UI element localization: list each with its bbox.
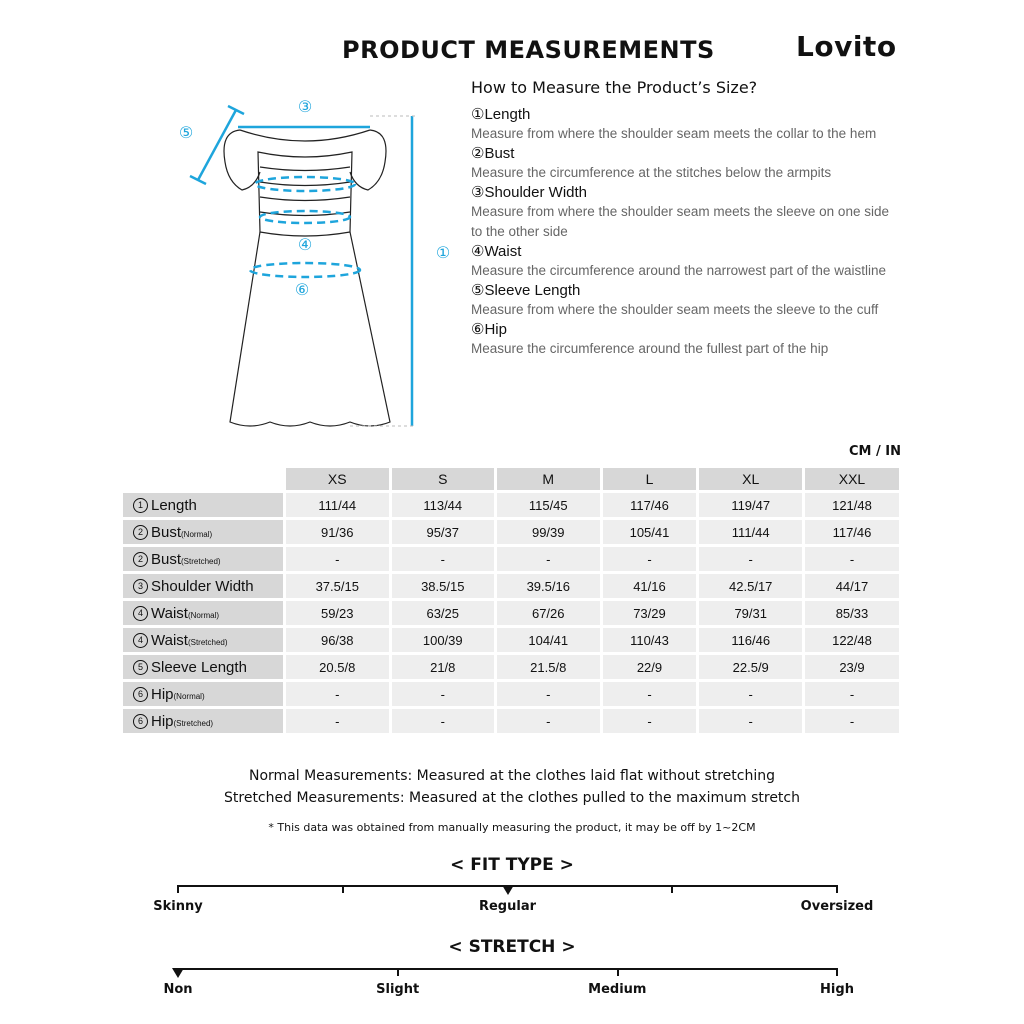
table-cell: 121/48 — [805, 493, 899, 517]
size-header: L — [603, 468, 697, 490]
table-cell: 115/45 — [497, 493, 600, 517]
marker-5: ⑤ — [178, 123, 194, 142]
row-label-sub: (Stretched) — [173, 718, 214, 728]
table-cell: 105/41 — [603, 520, 697, 544]
table-cell: - — [603, 682, 697, 706]
table-cell: 21.5/8 — [497, 655, 600, 679]
row-number: 3 — [133, 579, 148, 594]
table-cell: - — [603, 547, 697, 571]
table-cell: 100/39 — [392, 628, 495, 652]
how-to-item-desc: Measure from where the shoulder seam meets the sleeve on one side to the other side — [471, 204, 889, 239]
table-row — [123, 574, 899, 598]
size-header: XL — [699, 468, 802, 490]
scale-line — [178, 968, 837, 970]
stretch-title: < STRETCH > — [448, 937, 576, 957]
neckline — [240, 130, 370, 141]
selected-marker-icon — [172, 968, 184, 978]
skirt — [230, 232, 390, 426]
row-number: 4 — [133, 633, 148, 648]
table-cell: 116/46 — [699, 628, 802, 652]
table-cell: - — [805, 682, 899, 706]
table-cell: - — [286, 709, 389, 733]
row-label — [123, 682, 283, 706]
table-cell: - — [497, 682, 600, 706]
table-cell: 21/8 — [392, 655, 495, 679]
size-header: S — [392, 468, 495, 490]
table-cell: 79/31 — [699, 601, 802, 625]
row-label — [123, 547, 283, 571]
table-cell: 22/9 — [603, 655, 697, 679]
scale-label: Oversized — [800, 899, 874, 914]
scale-label: High — [820, 982, 854, 997]
how-to-item-desc: Measure from where the shoulder seam meets the collar to the hem — [471, 126, 877, 141]
table-cell: - — [805, 709, 899, 733]
how-to-item-desc: Measure the circumference at the stitches below the armpits — [471, 165, 832, 180]
header-blank — [123, 468, 283, 490]
size-table — [120, 465, 902, 736]
table-cell: 122/48 — [805, 628, 899, 652]
how-to-item-name: ⑥Hip — [471, 321, 507, 338]
table-cell: 111/44 — [286, 493, 389, 517]
scale-tick — [177, 885, 179, 893]
fit-type-title: < FIT TYPE > — [450, 855, 574, 875]
hip-line — [250, 263, 360, 277]
table-cell: - — [392, 709, 495, 733]
table-cell: 39.5/16 — [497, 574, 600, 598]
table-cell: - — [392, 547, 495, 571]
selected-marker-icon — [502, 885, 514, 895]
row-label-sub: (Normal) — [187, 610, 220, 620]
row-label-sub: (Normal) — [173, 691, 205, 701]
table-cell: - — [603, 709, 697, 733]
row-number: 4 — [133, 606, 148, 621]
scale-label: Regular — [478, 899, 537, 914]
row-label-text: Hip — [151, 685, 174, 703]
how-to-item-name: ⑤Sleeve Length — [471, 282, 581, 299]
table-cell: 38.5/15 — [392, 574, 495, 598]
size-header: XS — [286, 468, 389, 490]
table-row — [123, 682, 899, 706]
table-cell: 63/25 — [392, 601, 495, 625]
table-row — [123, 601, 899, 625]
how-to-item — [471, 105, 901, 144]
scale-tick — [617, 968, 619, 976]
row-label-text: Waist — [151, 631, 188, 649]
table-cell: - — [699, 682, 802, 706]
row-number: 5 — [133, 660, 148, 675]
left-sleeve — [224, 130, 260, 190]
row-label-text: Hip — [151, 712, 174, 730]
how-to-item-desc: Measure the circumference around the narrowest part of the waistline — [471, 263, 886, 278]
scale-tick — [397, 968, 399, 976]
table-row — [123, 520, 899, 544]
row-label — [123, 520, 283, 544]
table-cell: - — [286, 547, 389, 571]
how-to-list — [471, 105, 901, 359]
row-label-sub: (Stretched) — [187, 637, 228, 647]
row-label — [123, 574, 283, 598]
bust-line — [255, 177, 355, 191]
table-cell: 117/46 — [603, 493, 697, 517]
row-label — [123, 601, 283, 625]
table-cell: 37.5/15 — [286, 574, 389, 598]
how-to-item-desc: Measure from where the shoulder seam meets the sleeve to the cuff — [471, 302, 879, 317]
page-title: PRODUCT MEASUREMENTS — [342, 36, 715, 64]
marker-1: ① — [435, 243, 451, 262]
how-to-item — [471, 281, 901, 320]
row-label — [123, 709, 283, 733]
marker-4: ④ — [297, 235, 313, 254]
how-to-item-name: ④Waist — [471, 243, 522, 260]
scale-tick — [836, 968, 838, 976]
how-to-item — [471, 320, 901, 359]
table-row — [123, 709, 899, 733]
size-header: XXL — [805, 468, 899, 490]
table-cell: 42.5/17 — [699, 574, 802, 598]
table-row — [123, 493, 899, 517]
table-cell: 110/43 — [603, 628, 697, 652]
normal-measurements-note: Normal Measurements: Measured at the clothes laid flat without stretching — [249, 768, 775, 784]
waist-line — [260, 211, 350, 223]
scale-tick — [836, 885, 838, 893]
scale-label: Medium — [588, 982, 647, 997]
how-to-item — [471, 144, 901, 183]
row-label-text: Waist — [151, 604, 188, 622]
stretched-measurements-note: Stretched Measurements: Measured at the clothes pulled to the maximum stretch — [224, 790, 800, 806]
scale-label: Skinny — [153, 899, 203, 914]
row-number: 1 — [133, 498, 148, 513]
how-to-item — [471, 242, 901, 281]
table-row — [123, 628, 899, 652]
how-to-item — [471, 183, 901, 242]
row-label-text: Bust — [151, 523, 182, 541]
how-to-item-name: ②Bust — [471, 145, 515, 162]
scale-label: Non — [163, 982, 193, 997]
marker-6: ⑥ — [294, 280, 310, 299]
table-cell: - — [497, 709, 600, 733]
how-to-measure — [471, 78, 901, 359]
row-label-sub: (Normal) — [181, 529, 213, 539]
table-cell: 96/38 — [286, 628, 389, 652]
table-cell: 113/44 — [392, 493, 495, 517]
brand-logo: Lovito — [796, 30, 897, 63]
table-cell: 41/16 — [603, 574, 697, 598]
how-to-item-desc: Measure the circumference around the fullest part of the hip — [471, 341, 829, 356]
table-cell: - — [497, 547, 600, 571]
table-row — [123, 655, 899, 679]
table-cell: 111/44 — [699, 520, 802, 544]
how-to-item-name: ①Length — [471, 106, 531, 123]
row-number: 6 — [133, 687, 148, 702]
row-number: 6 — [133, 714, 148, 729]
row-label-text: Shoulder Width — [151, 577, 254, 595]
dress-diagram — [170, 92, 460, 437]
table-row — [123, 547, 899, 571]
table-cell: 59/23 — [286, 601, 389, 625]
row-label-text: Sleeve Length — [151, 658, 247, 676]
table-cell: 119/47 — [699, 493, 802, 517]
row-number: 2 — [133, 525, 148, 540]
row-label — [123, 655, 283, 679]
table-cell: - — [699, 709, 802, 733]
how-to-item-name: ③Shoulder Width — [471, 184, 588, 201]
size-header-row — [123, 468, 899, 490]
right-sleeve — [350, 130, 386, 190]
sleeve-length-line — [198, 110, 236, 180]
scale-label: Slight — [376, 982, 420, 997]
how-to-heading: How to Measure the Product’s Size? — [471, 78, 758, 97]
table-cell: 22.5/9 — [699, 655, 802, 679]
row-label-text: Bust — [151, 550, 182, 568]
size-header: M — [497, 468, 600, 490]
table-cell: - — [286, 682, 389, 706]
table-cell: 99/39 — [497, 520, 600, 544]
unit-label: CM / IN — [849, 444, 901, 459]
table-cell: 91/36 — [286, 520, 389, 544]
row-label-text: Length — [151, 496, 197, 514]
row-label-sub: (Stretched) — [181, 556, 221, 566]
table-cell: 20.5/8 — [286, 655, 389, 679]
scale-tick — [671, 885, 673, 893]
table-cell: 23/9 — [805, 655, 899, 679]
table-cell: 104/41 — [497, 628, 600, 652]
data-disclaimer: * This data was obtained from manually measuring the product, it may be off by 1~2CM — [268, 821, 756, 834]
row-number: 2 — [133, 552, 148, 567]
table-cell: 85/33 — [805, 601, 899, 625]
scale-tick — [342, 885, 344, 893]
table-cell: 95/37 — [392, 520, 495, 544]
table-cell: 117/46 — [805, 520, 899, 544]
table-cell: 73/29 — [603, 601, 697, 625]
table-cell: - — [392, 682, 495, 706]
table-cell: - — [805, 547, 899, 571]
row-label — [123, 628, 283, 652]
table-cell: - — [699, 547, 802, 571]
table-cell: 44/17 — [805, 574, 899, 598]
table-cell: 67/26 — [497, 601, 600, 625]
size-table-body — [123, 493, 899, 733]
row-label — [123, 493, 283, 517]
marker-3: ③ — [297, 97, 313, 116]
